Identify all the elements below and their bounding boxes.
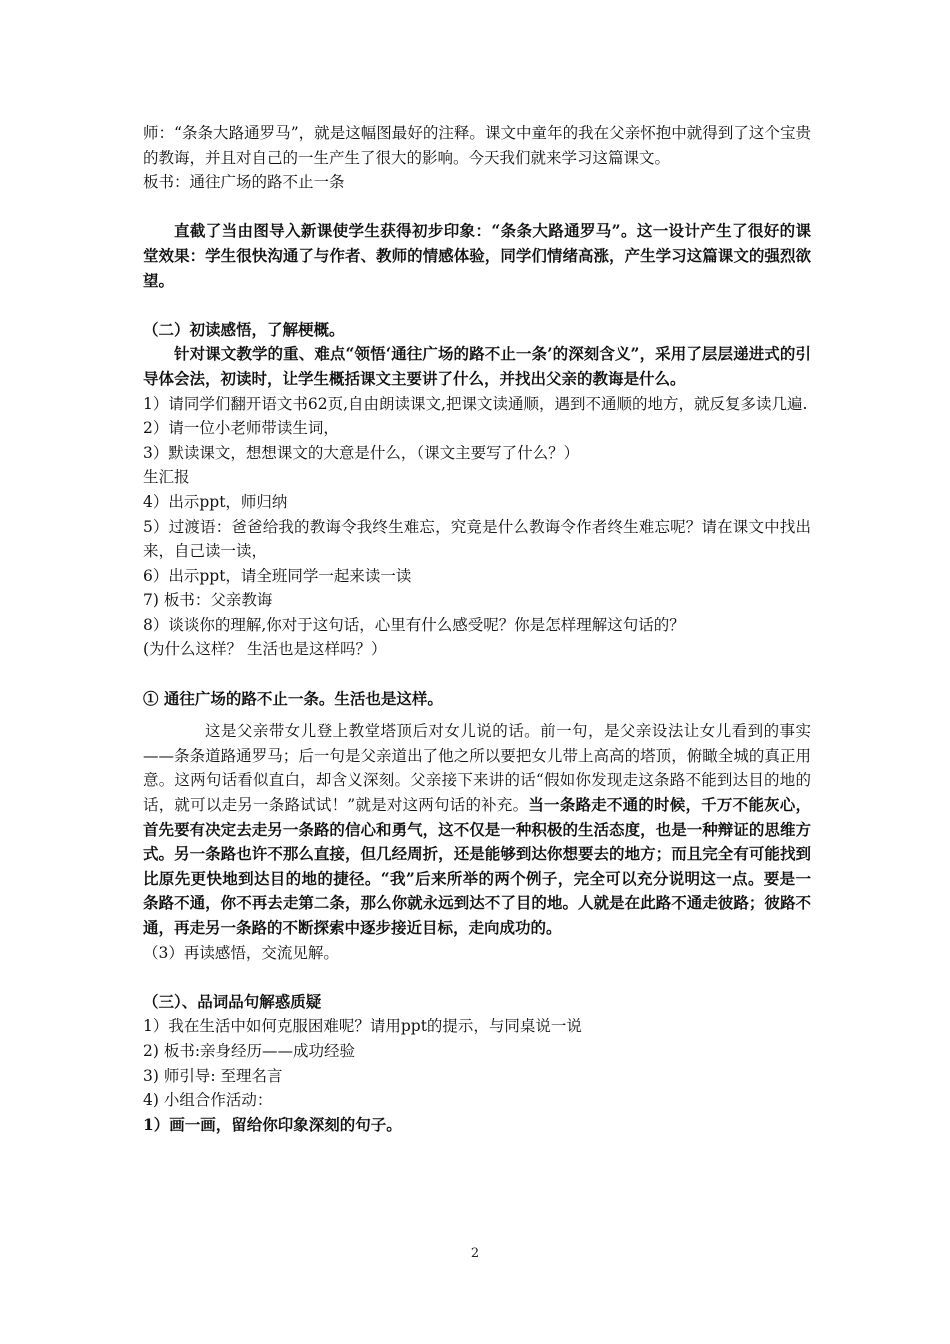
- paragraph-analysis: [143, 719, 811, 940]
- step-4: 4）出示ppt，师归纳: [143, 492, 288, 511]
- task-1: 1）我在生活中如何克服困难呢？请用ppt的提示，与同桌说一说: [143, 1017, 582, 1036]
- step-1: 1）请同学们翻开语文书62页,自由朗读课文,把课文读通顺，遇到不通顺的地方，就反复多读几遍.: [143, 394, 808, 413]
- step-5: 5）过渡语：爸爸给我的教诲令我终生难忘，究竟是什么教诲令作者终生难忘呢？请在课文中找出来，自己读一读，: [143, 517, 811, 561]
- section-heading-2: （二）初读感悟，了解梗概。: [143, 319, 345, 339]
- analysis-bold-text: 当一条路走不通的时候，千万不能灰心，首先要有决定去走另一条路的信心和勇气，这不仅是一种积极的生活态度，也是一种辩证的思维方式。另一条路也许不那么直接，但几经周折，还是能够到达你想要去的地方；而且完全有可能找到比原先更快地到达目的地的捷径。“我”后来所举的两个例子，完全可以充分说明这一点。要是一条路不通，你不再去走第二条，那么你就永远到达不了目的地。人就是在此路不通走彼路；彼路不通，再走另一条路的不断探索中逐步接近目标，走向成功的。: [143, 795, 811, 937]
- step-2: 2）请一位小老师带读生词，: [143, 419, 339, 438]
- step-6: 6）出示ppt，请全班同学一起来读一读: [143, 566, 412, 585]
- section-heading-3: （三）、品词品句解惑质疑: [143, 991, 322, 1011]
- step-8: 8）谈谈你的理解,你对于这句话，心里有什么感受呢？你是怎样理解这句话的？: [143, 615, 685, 634]
- task-2: 2) 板书:亲身经历——成功经验: [143, 1041, 356, 1060]
- step-3: 3）默读课文，想想课文的大意是什么，（课文主要写了什么？）: [143, 443, 580, 462]
- analysis-text: 这是父亲带女儿登上教堂塔顶后对女儿说的话。前一句，是父亲设法让女儿看到的事实——条条道路通罗马；后一句是父亲道出了他之所以要把女儿带上高高的塔顶，俯瞰全城的真正用意。这两句话看似直白，却含义深刻。父亲接下来讲的话“假如你发现走这条路不能到达目的地的话，就可以走另一条路试试！”就是对这两句话的补充。: [143, 722, 811, 815]
- paragraph-intro: 师：“条条大路通罗马”，就是这幅图最好的注释。课文中童年的我在父亲怀抱中就得到了这个宝贵的教诲，并且对自己的一生产生了很大的影响。今天我们就来学习这篇课文。: [143, 124, 811, 167]
- page-content: [143, 121, 811, 1137]
- step-7: 7) 板书：父亲教诲: [143, 591, 273, 610]
- step-8-question: (为什么这样？ 生活也是这样吗？）: [143, 640, 387, 659]
- page-number: 2: [470, 1246, 480, 1261]
- key-sentence-heading: ① 通往广场的路不止一条。生活也是这样。: [143, 688, 443, 708]
- step-3-report: 生汇报: [143, 468, 190, 487]
- task-5: 1）画一画，留给你印象深刻的句子。: [143, 1114, 402, 1134]
- blackboard-note-title: 板书：通往广场的路不止一条: [143, 173, 345, 192]
- task-3: 3) 师引导: 至理名言: [143, 1066, 283, 1085]
- paragraph-method: 针对课文教学的重、难点“领悟‘通往广场的路不止一条’的深刻含义”，采用了层层递进式的引导体会法，初读时，让学生概括课文主要讲了什么，并找出父亲的教诲是什么。: [143, 344, 811, 388]
- task-4: 4) 小组合作活动：: [143, 1091, 273, 1110]
- paragraph-design-comment: 直截了当由图导入新课使学生获得初步印象：“条条大路通罗马”。这一设计产生了很好的课堂效果：学生很快沟通了与作者、教师的情感体验，同学们情绪高涨，产生学习这篇课文的强烈欲望。: [143, 221, 811, 290]
- step-reread: （3）再读感悟，交流见解。: [143, 943, 339, 962]
